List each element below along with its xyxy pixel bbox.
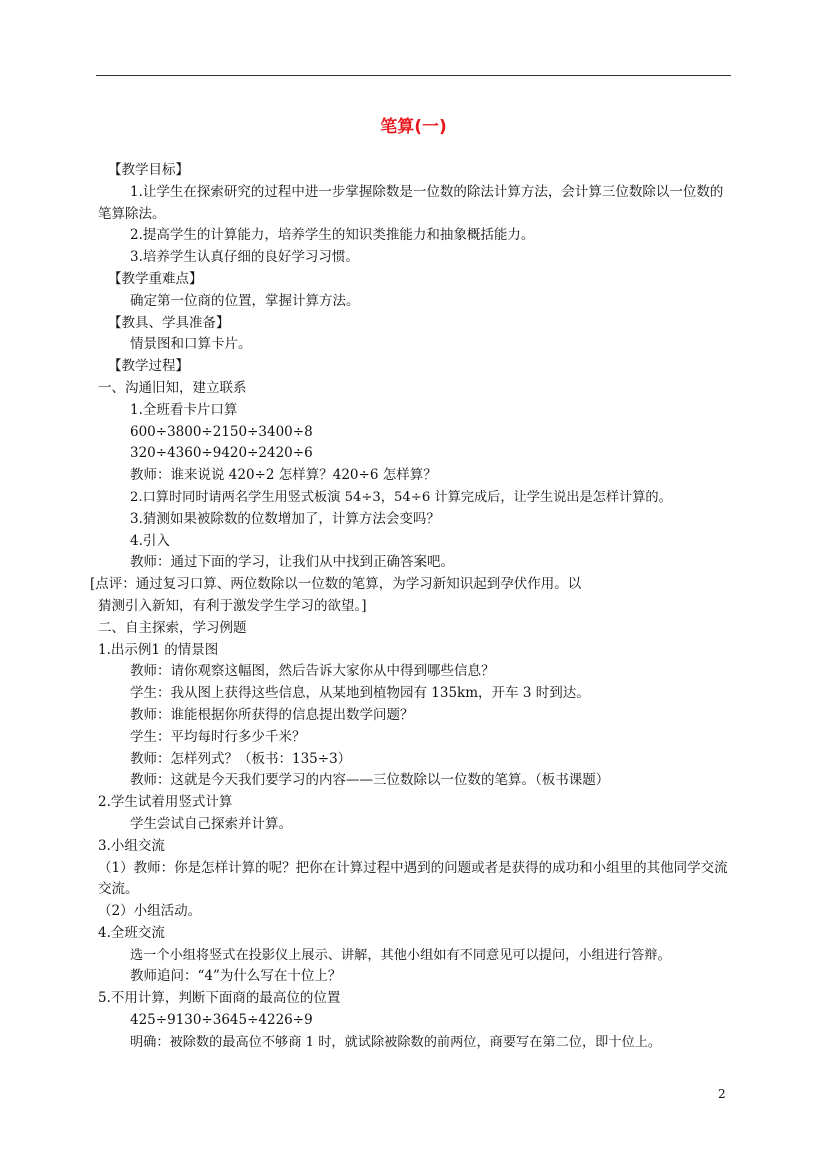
text-line: 5.不用计算，判断下面商的最高位的位置 [98,990,341,1007]
text-line: 一、沟通旧知，建立联系 [98,379,247,396]
page-title: 笔算(一) [380,117,447,137]
text-line: 猜测引入新知，有利于激发学生学习的欲望。] [98,597,367,614]
text-line: 2.口算时同时请两名学生用竖式板演 54÷3，54÷6 计算完成后，让学生说出是怎样计算的。 [130,489,672,505]
text-line: 学生：平均每时行多少千米？ [130,728,306,745]
text-line: 3.小组交流 [98,837,165,854]
text-line: 320÷4360÷9420÷2420÷6 [130,445,313,462]
text-line: 教师：这就是今天我们要学习的内容——三位数除以一位数的笔算。（板书课题） [130,772,610,789]
text-line: 600÷3800÷2150÷3400÷8 [130,423,313,440]
text-line: 教师：谁能根据你所获得的信息提出数学问题？ [130,706,414,723]
text-line: 教师：通过下面的学习，让我们从中找到正确答案吧。 [130,554,454,571]
text-line: 选一个小组将竖式在投影仪上展示、讲解，其他小组如有不同意见可以提问，小组进行答辩。 [130,947,671,963]
text-line: （1）教师：你是怎样计算的呢？把你在计算过程中遇到的问题或者是获得的成功和小组里的其他同学交流交流。 [98,859,728,898]
text-line: 1.出示例1 的情景图 [98,641,219,658]
text-line: 3.培养学生认真仔细的良好学习习惯。 [130,249,359,266]
text-line: 学生：我从图上获得这些信息，从某地到植物园有 135km，开车 3 时到达。 [130,685,590,702]
text-line: 【教具、学具准备】 [108,314,230,331]
text-line: 2.学生试着用竖式计算 [98,794,233,811]
text-line: （2）小组活动。 [98,903,202,920]
text-line: 学生尝试自己探索并计算。 [130,815,292,832]
text-line: 【教学重难点】 [108,270,203,287]
page-number: 2 [718,1087,726,1101]
text-line: 【教学目标】 [108,162,189,178]
text-line: 教师追问：“4”为什么写在十位上？ [130,968,342,985]
text-line: 425÷9130÷3645÷4226÷9 [130,1012,313,1029]
text-line: 【教学过程】 [108,358,189,375]
text-line: 教师：谁来说说 420÷2 怎样算？420÷6 怎样算？ [130,467,437,484]
text-line: 4.全班交流 [98,924,165,941]
document-body [90,160,734,1054]
text-line: 3.猜测如果被除数的位数增加了，计算方法会变吗？ [130,510,440,527]
header-rule [96,75,731,76]
text-line: 情景图和口算卡片。 [130,336,252,353]
text-line: [点评：通过复习口算、两位数除以一位数的笔算，为学习新知识起到孕伏作用。以 [90,576,582,593]
text-line: 教师：请你观察这幅图，然后告诉大家你从中得到哪些信息？ [130,663,495,680]
text-line: 确定第一位商的位置，掌握计算方法。 [130,292,360,309]
text-line: 1.全班看卡片口算 [130,401,238,418]
text-line: 明确：被除数的最高位不够商 1 时，就试除被除数的前两位，商要写在第二位，即十位上。 [130,1034,662,1050]
text-line: 2.提高学生的计算能力，培养学生的知识类推能力和抽象概括能力。 [130,227,535,244]
text-line: 教师：怎样列式？（板书：135÷3） [130,750,352,767]
text-line: 4.引入 [130,532,170,549]
text-line: 二、自主探索，学习例题 [98,619,247,636]
text-line: 1.让学生在探索研究的过程中进一步掌握除数是一位数的除法计算方法，会计算三位数除以一位数的笔算除法。 [98,183,724,222]
